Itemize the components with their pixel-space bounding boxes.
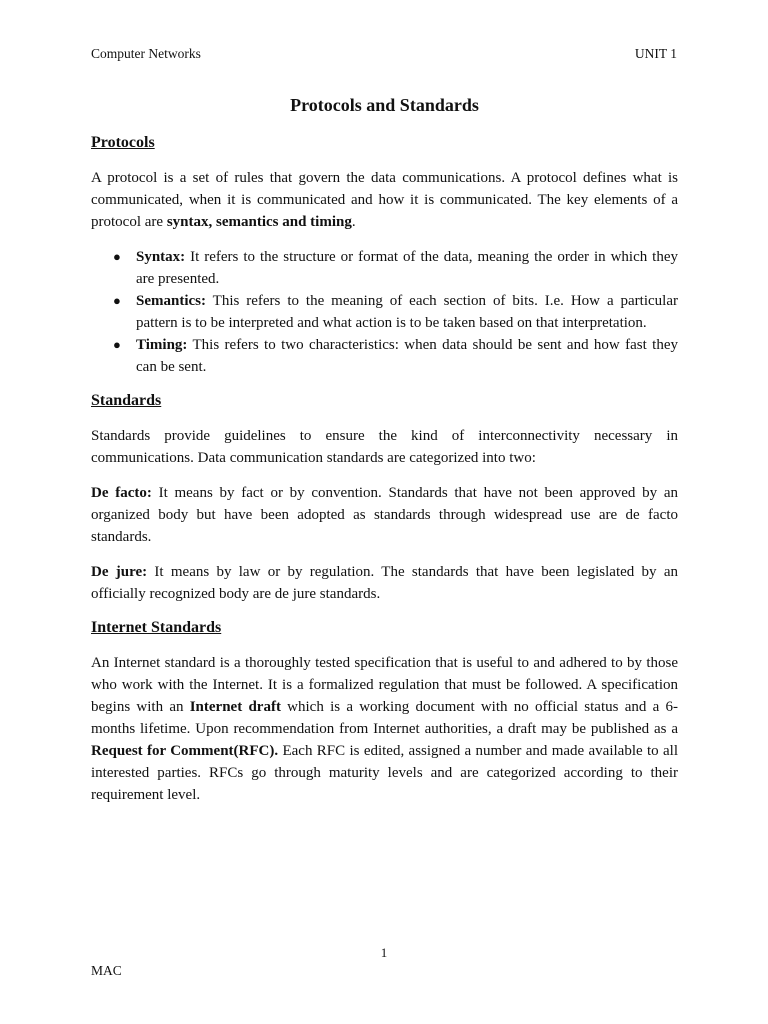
syntax-text: It refers to the structure or format of the data, meaning the order in which they are presented. [136, 249, 678, 287]
protocols-text-1: A protocol is a set of rules that govern the data communications. A protocol defines what is communicated, when it is communicated and how it is communicated. The key elements of a protocol are [91, 170, 678, 230]
bullet-icon: ● [113, 249, 121, 264]
bullet-icon: ● [113, 293, 121, 308]
timing-text: This refers to two characteristics: when data should be sent and how fast they can be sent. [136, 337, 678, 375]
page-number: 1 [380, 945, 388, 960]
protocols-text-2: . [351, 214, 356, 230]
header-unit: UNIT 1 [634, 46, 677, 61]
protocols-paragraph [91, 167, 678, 233]
defacto-text: It means by fact or by convention. Standards that have not been approved by an organized body but have been adopted as standards through widespread use are de facto standards. [91, 485, 678, 545]
standards-intro: Standards provide guidelines to ensure the kind of interconnectivity necessary in communications. Data communication standards are categorized into two: [91, 428, 678, 466]
protocol-elements-list [91, 246, 678, 378]
footer-author: MAC [91, 963, 122, 978]
list-item-semantics [113, 290, 678, 334]
header-course-title: Computer Networks [91, 46, 201, 61]
dejure-text: It means by law or by regulation. The standards that have been legislated by an officially recognized body are de jure standards. [91, 564, 678, 602]
timing-term: Timing: [136, 337, 188, 353]
page-title: Protocols and Standards [290, 95, 479, 115]
internet-draft-term: Internet draft [189, 699, 281, 715]
internet-text-2: which is a working document with no official status and a 6-months lifetime. Upon recommendation from Internet authorities, a draft may be published as a [91, 699, 678, 737]
internet-standards-paragraph [91, 652, 678, 806]
rfc-term: Request for Comment(RFC). [91, 743, 279, 759]
section-heading-standards: Standards [91, 392, 162, 409]
bullet-icon: ● [113, 337, 121, 352]
page-content [91, 94, 678, 819]
protocols-key-elements: syntax, semantics and timing [166, 214, 352, 230]
dejure-paragraph [91, 561, 678, 605]
semantics-text: This refers to the meaning of each section of bits. I.e. How a particular pattern is to be interpreted and what action is to be taken based on that interpretation. [136, 293, 678, 331]
list-item-syntax [113, 246, 678, 290]
internet-text-3: Each RFC is edited, assigned a number and made available to all interested parties. RFCs go through maturity levels and are categorized according to their requirement level. [91, 743, 679, 803]
internet-text-1: An Internet standard is a thoroughly tested specification that is useful to and adhered to by those who work with the Internet. It is a formalized regulation that must be followed. A specification begins with an [91, 655, 678, 715]
list-item-timing [113, 334, 678, 378]
dejure-term: De jure: [91, 564, 148, 580]
semantics-term: Semantics: [136, 293, 206, 309]
defacto-paragraph [91, 482, 678, 548]
defacto-term: De facto: [91, 485, 152, 501]
section-heading-internet-standards: Internet Standards [91, 619, 222, 636]
section-heading-protocols: Protocols [91, 134, 155, 151]
syntax-term: Syntax: [136, 249, 186, 265]
